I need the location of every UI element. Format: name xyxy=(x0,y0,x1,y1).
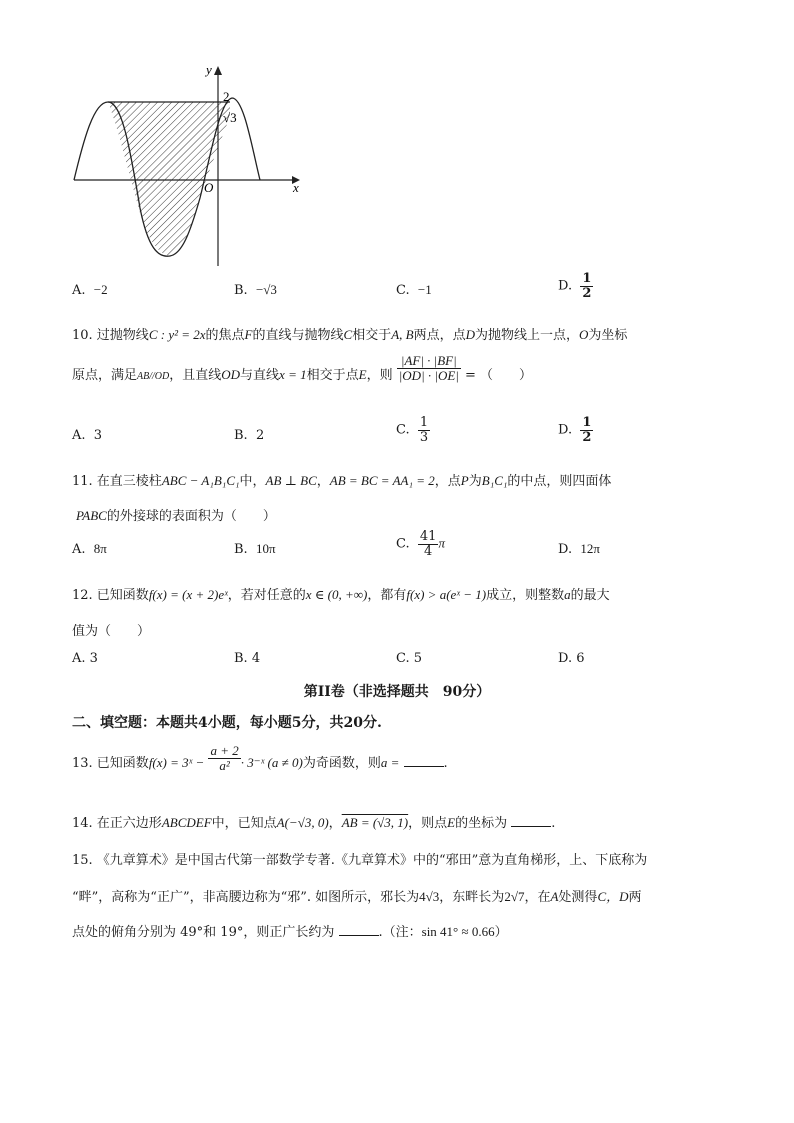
text: 10. 过抛物线 xyxy=(72,328,149,343)
option-letter: C. xyxy=(396,536,410,552)
text: 相交于点 xyxy=(306,368,359,383)
q12-option-a xyxy=(72,651,98,666)
text: 的中点，则四面体 xyxy=(507,474,612,489)
fraction-numerator: 1 xyxy=(419,415,429,430)
text: 的直线与抛物线 xyxy=(252,328,344,343)
q9-option-d xyxy=(558,272,593,300)
q10-fraction xyxy=(397,354,461,382)
math: a xyxy=(564,587,571,602)
text: = （ ） xyxy=(465,368,533,383)
text: 的焦点 xyxy=(205,328,245,343)
q12-option-c xyxy=(396,651,422,666)
q10-line1 xyxy=(72,324,627,343)
math: 2√7 xyxy=(504,889,525,904)
option-letter: D. xyxy=(558,542,573,557)
text: 中，已知点 xyxy=(211,816,277,831)
text: ，则点 xyxy=(408,816,448,831)
math: x = 1 xyxy=(279,367,307,382)
math: f(x) = (x + 2)eˣ xyxy=(148,587,228,602)
answer-blank[interactable] xyxy=(339,923,379,936)
text: .（注： xyxy=(378,925,422,940)
option-text: A. 3 xyxy=(72,651,98,666)
option-value: −√3 xyxy=(255,282,277,297)
q15-line3 xyxy=(72,921,508,940)
text: 12. 已知函数 xyxy=(72,588,149,603)
q15-line2 xyxy=(72,886,642,905)
option-value: 8π xyxy=(93,541,107,556)
fraction-numerator: 1 xyxy=(582,415,592,430)
text: 与直线 xyxy=(240,368,280,383)
math: sin 41° ≈ 0.66 xyxy=(421,924,495,939)
text: 13. 已知函数 xyxy=(72,756,149,771)
text: 值为（ ） xyxy=(72,624,151,639)
option-value: 3 xyxy=(93,428,103,443)
q10-option-c xyxy=(396,416,430,444)
math: O xyxy=(579,327,589,342)
option-fraction xyxy=(580,272,593,300)
q11-line2 xyxy=(76,505,276,524)
text: 的最大 xyxy=(570,588,610,603)
text: 中， xyxy=(239,474,266,489)
text: 14. 在正六边形 xyxy=(72,816,162,831)
text: ，若对任意的 xyxy=(227,588,306,603)
origin-label: O xyxy=(204,180,214,195)
text: ，则 xyxy=(366,368,393,383)
option-letter: B. xyxy=(234,542,248,557)
math: AB//OD xyxy=(137,371,170,382)
math: F xyxy=(244,327,253,342)
fraction-denominator: 4 xyxy=(424,543,433,559)
math: x ∈ (0, +∞) xyxy=(305,587,368,602)
heading-text: 第II卷（非选择题共 90分） xyxy=(303,684,491,700)
text: 的坐标为 xyxy=(455,816,508,831)
math: E xyxy=(447,815,456,830)
q12-line1 xyxy=(72,584,610,603)
math: ABCDEF xyxy=(161,815,212,830)
math: 4√3 xyxy=(419,889,440,904)
text: 两点，点 xyxy=(413,328,466,343)
q10-option-d xyxy=(558,416,593,444)
section2-title xyxy=(72,712,382,732)
fraction-numerator: 41 xyxy=(419,529,437,544)
text: ， xyxy=(328,816,342,831)
q11-option-d xyxy=(558,541,600,557)
math: OD xyxy=(221,367,241,382)
math: C，D xyxy=(597,889,629,904)
option-text: D. 6 xyxy=(558,651,585,666)
text: ，都有 xyxy=(367,588,407,603)
math: PABC xyxy=(76,508,107,523)
part2-title xyxy=(0,681,794,701)
text: ，东畔长为 xyxy=(439,890,505,905)
q11-option-c xyxy=(396,530,445,558)
q12-option-b xyxy=(234,651,260,666)
q9-option-c xyxy=(396,282,432,298)
math: AB ⊥ BC xyxy=(265,473,317,488)
math: f(x) > a(eˣ − 1) xyxy=(406,587,487,602)
option-letter: D. xyxy=(558,278,573,294)
answer-blank[interactable] xyxy=(511,814,551,827)
q10-option-b xyxy=(234,428,264,443)
option-letter: C. xyxy=(396,422,410,438)
option-text: C. 5 xyxy=(396,651,423,666)
text: 成立，则整数 xyxy=(486,588,565,603)
text: 处测得 xyxy=(558,890,598,905)
answer-blank[interactable] xyxy=(404,754,444,767)
fraction-denominator: |OD| · |OE| xyxy=(398,368,459,383)
option-text: B. 4 xyxy=(234,651,261,666)
text: ， xyxy=(316,474,330,489)
text: ，在 xyxy=(524,890,551,905)
shaded-region xyxy=(108,102,230,256)
text: 为 xyxy=(468,474,482,489)
option-letter: B. xyxy=(234,428,248,443)
option-fraction xyxy=(418,530,439,558)
math: P xyxy=(460,473,469,488)
option-value: −2 xyxy=(93,282,108,297)
text: ，点 xyxy=(434,474,461,489)
fraction-denominator: 2 xyxy=(582,285,592,301)
y-axis-label: y xyxy=(206,62,212,77)
text: ，且直线 xyxy=(169,368,222,383)
fraction-denominator: 2 xyxy=(582,429,592,445)
math: C : y² = 2x xyxy=(148,327,206,342)
math: · 3⁻ˣ (a ≠ 0) xyxy=(240,755,303,770)
math: f(x) = 3ˣ − xyxy=(148,755,205,770)
text: 为奇函数，则 xyxy=(302,756,381,771)
text: 两 xyxy=(628,890,642,905)
label-sqrt3: √3 xyxy=(223,110,237,125)
option-letter: D. xyxy=(558,422,573,438)
option-fraction xyxy=(418,416,430,444)
option-fraction xyxy=(580,416,593,444)
text: ） xyxy=(494,925,508,940)
math: C xyxy=(343,327,353,342)
fraction-denominator: 3 xyxy=(419,429,429,445)
text: . xyxy=(551,816,556,831)
math: ABC − A₁B₁C₁ xyxy=(161,473,240,488)
text: 原点，满足 xyxy=(72,368,138,383)
math: E xyxy=(358,367,367,382)
q14-line xyxy=(72,812,555,831)
option-letter: A. xyxy=(72,428,86,443)
text: 15. 《九章算术》是中国古代第一部数学专著.《九章算术》中的“邪田”意为直角梯形，上、下底称为 xyxy=(72,853,648,868)
sine-graph-figure xyxy=(60,58,320,273)
q9-option-b xyxy=(234,282,277,298)
q11-line1 xyxy=(72,470,611,489)
fraction-numerator: 1 xyxy=(582,271,592,286)
text: 相交于 xyxy=(352,328,392,343)
heading-text: 二、填空题：本题共4小题，每小题5分，共20分. xyxy=(72,715,382,731)
q12-line2 xyxy=(72,620,150,639)
option-value: 12π xyxy=(580,541,600,556)
math: B₁C₁ xyxy=(481,473,508,488)
q15-line1 xyxy=(72,849,647,868)
y-axis-arrow xyxy=(214,66,222,75)
math: π xyxy=(438,535,445,551)
option-value: 10π xyxy=(255,541,276,556)
text: 的外接球的表面积为（ ） xyxy=(106,509,276,524)
q9-option-a xyxy=(72,282,108,298)
math: AB = (√3, 1) xyxy=(341,815,409,830)
text: 11. 在直三棱柱 xyxy=(72,474,162,489)
text: 为抛物线上一点， xyxy=(475,328,580,343)
text: . xyxy=(443,756,448,771)
q13-line xyxy=(72,743,448,773)
text: 点处的俯角分别为 49°和 19°，则正广长约为 xyxy=(72,925,335,940)
option-letter: A. xyxy=(72,542,86,557)
option-letter: B. xyxy=(234,283,248,298)
math: A xyxy=(550,889,559,904)
q12-option-d xyxy=(558,651,585,666)
text: “畔”，高称为“正广”，非高腰边称为“邪”. 如图所示，邪长为 xyxy=(72,890,420,905)
math: A(−√3, 0) xyxy=(276,815,329,830)
math: a = xyxy=(380,755,400,770)
math: AB = BC = AA₁ = 2 xyxy=(329,473,435,488)
option-value: 2 xyxy=(255,428,265,443)
text: 为坐标 xyxy=(588,328,628,343)
fraction-numerator: |AF| · |BF| xyxy=(397,354,461,369)
option-value: −1 xyxy=(417,282,432,297)
fraction-numerator: a + 2 xyxy=(210,743,239,759)
math: D xyxy=(465,327,475,342)
q13-fraction xyxy=(208,744,240,772)
option-letter: C. xyxy=(396,283,410,298)
q11-option-b xyxy=(234,541,276,557)
q11-option-a xyxy=(72,541,107,557)
option-letter: A. xyxy=(72,283,86,298)
label-2: 2 xyxy=(223,89,230,104)
x-axis-label: x xyxy=(293,180,299,195)
q10-option-a xyxy=(72,428,102,443)
math: A, B xyxy=(391,327,414,342)
fraction-denominator: a² xyxy=(219,758,230,773)
